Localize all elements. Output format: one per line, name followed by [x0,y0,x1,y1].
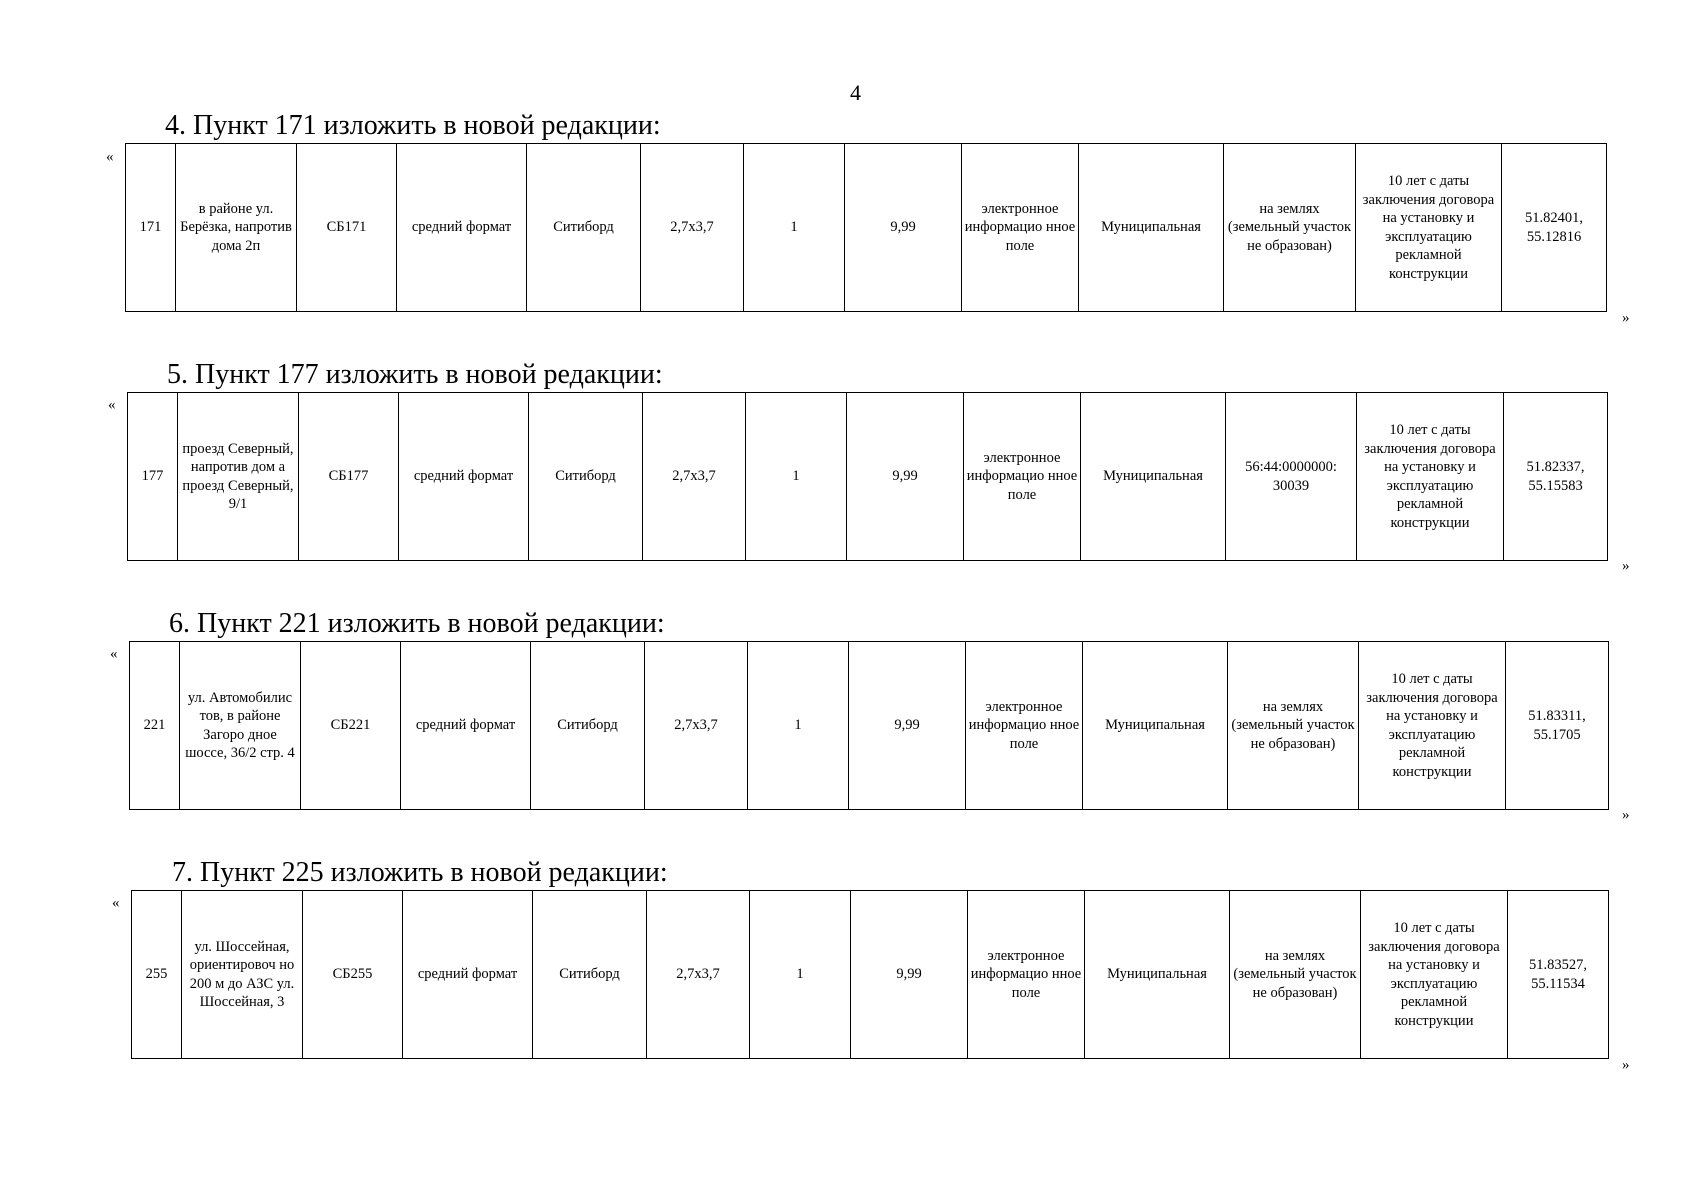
cell-field-type: электронное информацио нное поле [968,891,1085,1059]
cell-size: 2,7х3,7 [641,144,744,312]
table-row [126,144,1607,312]
cell-area: 9,99 [849,642,966,810]
table-row [132,891,1609,1059]
cell-ownership: Муниципальная [1083,642,1228,810]
closing-quote: » [1622,558,1630,574]
cell-size: 2,7х3,7 [647,891,750,1059]
cell-coordinates: 51.82337, 55.15583 [1504,393,1608,561]
cell-type: Ситиборд [533,891,647,1059]
cell-coordinates: 51.83527, 55.11534 [1508,891,1609,1059]
cell-sides: 1 [746,393,847,561]
cell-land: на землях (земельный участок не образован) [1230,891,1361,1059]
cell-code: СБ177 [299,393,399,561]
cell-ownership: Муниципальная [1085,891,1230,1059]
cell-ownership: Муниципальная [1079,144,1224,312]
cell-term: 10 лет с даты заключения договора на установку и эксплуатацию рекламной конструкции [1361,891,1508,1059]
cell-area: 9,99 [851,891,968,1059]
cell-coordinates: 51.83311, 55.1705 [1506,642,1609,810]
section-heading: 5. Пункт 177 изложить в новой редакции: [167,359,663,390]
cell-number: 255 [132,891,182,1059]
cell-number: 171 [126,144,176,312]
cell-code: СБ255 [303,891,403,1059]
cell-number: 177 [128,393,178,561]
cell-code: СБ171 [297,144,397,312]
cell-format: средний формат [403,891,533,1059]
section-heading: 6. Пункт 221 изложить в новой редакции: [169,608,665,639]
cell-coordinates: 51.82401, 55.12816 [1502,144,1607,312]
opening-quote: « [108,397,116,413]
closing-quote: » [1622,807,1630,823]
cell-ownership: Муниципальная [1081,393,1226,561]
cell-sides: 1 [744,144,845,312]
cell-field-type: электронное информацио нное поле [962,144,1079,312]
cell-term: 10 лет с даты заключения договора на установку и эксплуатацию рекламной конструкции [1356,144,1502,312]
cell-type: Ситиборд [529,393,643,561]
entry-table [131,890,1609,1059]
cell-sides: 1 [750,891,851,1059]
cell-format: средний формат [397,144,527,312]
cell-area: 9,99 [847,393,964,561]
cell-land: 56:44:0000000: 30039 [1226,393,1357,561]
cell-land: на землях (земельный участок не образован) [1224,144,1356,312]
entry-table [129,641,1609,810]
opening-quote: « [106,149,114,165]
cell-term: 10 лет с даты заключения договора на установку и эксплуатацию рекламной конструкции [1359,642,1506,810]
cell-term: 10 лет с даты заключения договора на установку и эксплуатацию рекламной конструкции [1357,393,1504,561]
cell-code: СБ221 [301,642,401,810]
cell-address: ул. Шоссейная, ориентировоч но 200 м до АЗС ул. Шоссейная, 3 [182,891,303,1059]
closing-quote: » [1622,1057,1630,1073]
cell-type: Ситиборд [531,642,645,810]
cell-type: Ситиборд [527,144,641,312]
cell-size: 2,7х3,7 [645,642,748,810]
cell-format: средний формат [399,393,529,561]
cell-sides: 1 [748,642,849,810]
section-heading: 4. Пункт 171 изложить в новой редакции: [165,110,661,141]
cell-address: в районе ул. Берёзка, напротив дома 2п [176,144,297,312]
opening-quote: « [112,895,120,911]
page-number: 4 [850,80,861,105]
cell-area: 9,99 [845,144,962,312]
opening-quote: « [110,646,118,662]
cell-number: 221 [130,642,180,810]
section-heading: 7. Пункт 225 изложить в новой редакции: [172,857,668,888]
table-row [130,642,1609,810]
closing-quote: » [1622,310,1630,326]
cell-address: ул. Автомобилис тов, в районе Загоро дное шоссе, 36/2 стр. 4 [180,642,301,810]
cell-field-type: электронное информацио нное поле [966,642,1083,810]
table-row [128,393,1608,561]
cell-format: средний формат [401,642,531,810]
entry-table [127,392,1608,561]
cell-field-type: электронное информацио нное поле [964,393,1081,561]
cell-size: 2,7х3,7 [643,393,746,561]
cell-land: на землях (земельный участок не образован) [1228,642,1359,810]
entry-table [125,143,1607,312]
cell-address: проезд Северный, напротив дом а проезд Северный, 9/1 [178,393,299,561]
